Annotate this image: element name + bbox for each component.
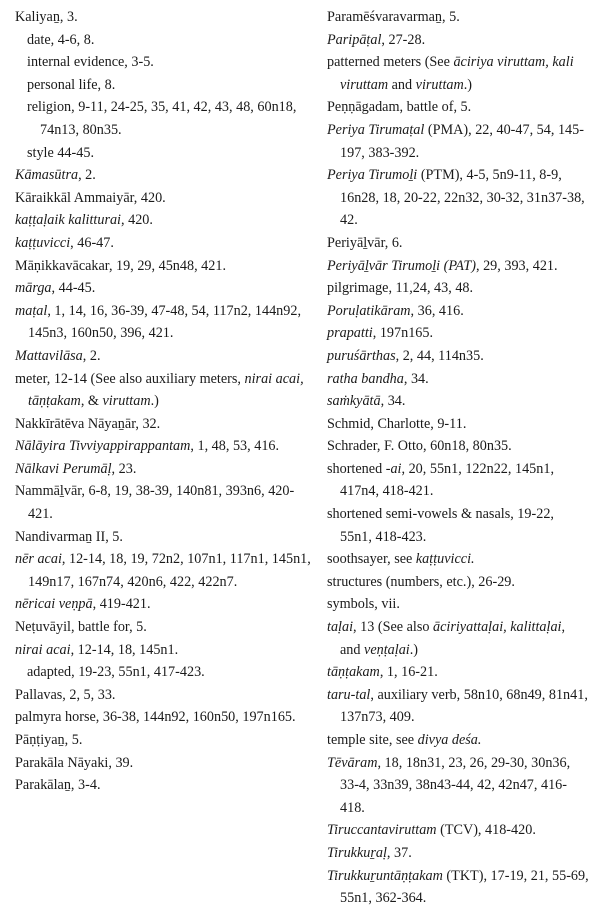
index-subentry	[15, 661, 315, 684]
index-entry	[327, 6, 589, 29]
index-entry	[327, 368, 589, 391]
index-subentry	[15, 29, 315, 52]
index-text: shortened semi-vowels & nasals, 19-22, 55n1, 418-423.	[327, 506, 554, 545]
index-text: Parakālaṉ, 3-4.	[15, 777, 101, 794]
index-text: , 34.	[403, 370, 429, 387]
index-entry	[15, 187, 315, 210]
index-entry	[327, 661, 589, 684]
index-italic-text: divya deśa.	[417, 732, 482, 748]
index-text: , 419-421.	[92, 596, 151, 613]
index-text: , 18, 18n31, 23, 26, 29-30, 30n36, 33-4, 33n39, 38n43-44, 42, 42n47, 416-418.	[340, 754, 571, 816]
index-entry	[327, 865, 589, 910]
index-entry	[327, 752, 589, 820]
index-entry	[15, 706, 315, 729]
index-text: Pallavas, 2, 5, 33.	[15, 686, 116, 703]
index-text: .)	[150, 393, 159, 410]
index-text: , and	[340, 619, 566, 658]
index-entry	[15, 480, 315, 525]
index-text: date, 4-6, 8.	[27, 31, 95, 48]
index-text: style 44-45.	[27, 144, 94, 161]
index-text: symbols, vii.	[327, 596, 400, 613]
index-text: , 27-28.	[381, 31, 426, 48]
index-text: patterned meters (See	[327, 54, 454, 71]
index-entry	[327, 842, 589, 865]
index-entry	[15, 526, 315, 549]
index-text: (PMA), 22, 40-47, 54, 145-197, 383-392.	[340, 121, 584, 161]
index-text: Paramēśvaravarmaṉ, 5.	[327, 9, 460, 25]
index-italic-text: āciriya viruttam, kali viruttam	[340, 54, 574, 93]
index-text: structures (numbers, etc.), 26-29.	[327, 573, 515, 590]
index-italic-text: Tiruccantaviruttam	[327, 822, 437, 839]
index-entry	[327, 390, 589, 413]
index-text: pilgrimage, 11,24, 43, 48.	[327, 280, 474, 297]
index-text: Nandivarmaṉ II, 5.	[15, 528, 123, 545]
index-text: religion, 9-11, 24-25, 35, 41, 42, 43, 48, 60n18, 74n13, 80n35.	[27, 99, 297, 138]
index-entry	[15, 435, 315, 458]
index-italic-text: Nālāyira Tivviyappirappantam	[15, 438, 191, 455]
index-text: , 20, 55n1, 122n22, 145n1, 417n4, 418-421.	[340, 460, 554, 500]
index-text: (PTM), 4-5, 5n9-11, 8-9, 16n28, 18, 20-22, 22n32, 30-32, 31n37-38, 42.	[340, 167, 585, 229]
index-text: , &	[80, 393, 103, 410]
index-text: , 2.	[78, 167, 96, 184]
index-entry	[327, 593, 589, 616]
index-entry	[15, 593, 315, 616]
index-italic-text: nēr acai	[15, 551, 62, 568]
index-text: , 12-14, 18, 145n1.	[70, 641, 179, 658]
index-italic-text: nirai acai, tāṇṭakam	[28, 370, 304, 410]
index-text: Kaliyaṉ, 3.	[15, 9, 78, 25]
index-italic-text: puruśārthas	[327, 347, 396, 364]
index-italic-text: kaṭṭuvicci.	[415, 551, 475, 568]
index-entry	[327, 300, 589, 323]
index-subentry	[15, 96, 315, 141]
index-italic-text: Periya Tirumoḻi	[327, 167, 418, 184]
index-entry	[327, 413, 589, 436]
index-entry	[15, 413, 315, 436]
index-italic-text: Mattavilāsa	[15, 347, 83, 364]
index-entry	[327, 548, 589, 571]
index-text: Schmid, Charlotte, 9-11.	[327, 415, 467, 432]
index-text: , 1, 48, 53, 416.	[190, 438, 280, 455]
index-text: temple site, see	[327, 732, 418, 748]
index-column-left	[15, 6, 315, 797]
index-text: , 29, 393, 421.	[475, 257, 558, 274]
index-entry	[327, 435, 589, 458]
index-italic-text: Nālkavi Perumāḷ	[15, 460, 112, 477]
index-text: , 2, 44, 114n35.	[395, 347, 484, 364]
index-entry	[15, 345, 315, 368]
index-entry	[327, 255, 589, 278]
index-entry	[15, 300, 315, 345]
index-text: , 13 (See also	[353, 619, 434, 636]
index-text: , 37.	[386, 844, 412, 861]
index-text: , 2.	[82, 347, 101, 364]
index-text: , 1, 16-21.	[379, 664, 438, 681]
index-italic-text: mārga	[15, 280, 52, 297]
index-column-right	[327, 6, 589, 910]
index-entry	[15, 752, 315, 775]
index-italic-text: ai	[390, 460, 402, 477]
index-text: Neṭuvāyil, battle for, 5.	[15, 619, 147, 636]
index-text: , 34.	[380, 393, 406, 410]
index-entry	[327, 29, 589, 52]
index-entry	[15, 616, 315, 639]
index-entry	[327, 119, 589, 164]
index-italic-text: maṭal	[15, 302, 48, 319]
index-text: , 197n165.	[372, 325, 434, 342]
index-text: personal life, 8.	[27, 76, 116, 93]
index-text: Kāraikkāl Ammaiyār, 420.	[15, 189, 166, 206]
index-text: , 12-14, 18, 19, 72n2, 107n1, 117n1, 145n1, 149n17, 167n74, 420n6, 422, 422n7.	[28, 551, 311, 590]
index-italic-text: nēricai veṇpā	[15, 596, 93, 613]
index-text: , auxiliary verb, 58n10, 68n49, 81n41, 137n73, 409.	[340, 686, 588, 726]
index-entry	[15, 548, 315, 593]
index-italic-text: viruttam	[415, 76, 464, 93]
index-entry	[15, 6, 315, 29]
index-text: (TCV), 418-420.	[436, 822, 536, 839]
index-text: Nammāḻvār, 6-8, 19, 38-39, 140n81, 393n6, 420-421.	[15, 483, 295, 523]
index-text: Schrader, F. Otto, 60n18, 80n35.	[327, 438, 512, 455]
index-text: , 23.	[111, 460, 137, 477]
index-entry	[327, 96, 589, 119]
index-text: , 36, 416.	[410, 302, 464, 319]
index-italic-text: Kāmasūtra	[15, 167, 79, 184]
index-italic-text: tāṇṭakam	[327, 664, 380, 681]
index-italic-text: Tirukkuṟaḷ	[327, 844, 387, 861]
index-text: , 420.	[121, 212, 153, 229]
index-italic-text: taḷai	[327, 619, 354, 636]
index-italic-text: kaṭṭaḷaik kalitturai	[15, 212, 121, 229]
index-entry	[327, 322, 589, 345]
index-italic-text: Tēvāram	[327, 754, 378, 771]
index-text: internal evidence, 3-5.	[27, 54, 154, 71]
index-subentry	[15, 74, 315, 97]
index-text: (TKT), 17-19, 21, 55-69, 55n1, 362-364.	[340, 867, 589, 907]
index-text: Periyāḻvār, 6.	[327, 234, 403, 251]
index-italic-text: āciriyattaḷai, kalittaḷai	[433, 619, 562, 636]
index-entry	[15, 774, 315, 797]
index-entry	[15, 255, 315, 278]
index-text: , 1, 14, 16, 36-39, 47-48, 54, 117n2, 144n92, 145n3, 160n50, 396, 421.	[28, 302, 301, 342]
index-entry	[15, 232, 315, 255]
index-entry	[327, 458, 589, 503]
index-italic-text: Poruḷatikāram	[327, 302, 411, 319]
index-entry	[15, 684, 315, 707]
index-text: , 46-47.	[70, 234, 114, 251]
index-entry	[327, 616, 589, 661]
index-text: , 44-45.	[51, 280, 96, 297]
index-entry	[327, 164, 589, 232]
index-entry	[15, 458, 315, 481]
index-text: .)	[463, 76, 473, 93]
index-entry	[327, 571, 589, 594]
index-text: Nakkīrātēva Nāyaṉār, 32.	[15, 415, 161, 432]
index-entry	[327, 819, 589, 842]
index-italic-text: Periya Tirumaṭal	[327, 121, 425, 138]
index-text: Parakāla Nāyaki, 39.	[15, 754, 134, 771]
index-italic-text: veṇṭaḷai	[364, 641, 410, 658]
index-entry	[327, 232, 589, 255]
index-entry	[15, 277, 315, 300]
index-entry	[15, 639, 315, 662]
index-entry	[327, 503, 589, 548]
index-entry	[327, 51, 589, 96]
index-text: meter, 12-14 (See also auxiliary meters,	[15, 370, 245, 387]
index-entry	[327, 277, 589, 300]
index-subentry	[15, 51, 315, 74]
index-entry	[15, 164, 315, 187]
index-text: Peṇṇāgadam, battle of, 5.	[327, 99, 472, 116]
index-entry	[327, 729, 589, 752]
index-italic-text: taru-tal	[327, 686, 371, 703]
index-text: adapted, 19-23, 55n1, 417-423.	[27, 664, 205, 681]
index-italic-text: prapatti	[327, 325, 373, 342]
index-text: shortened -	[327, 460, 391, 477]
index-text: and	[388, 76, 416, 93]
index-text: Māṇikkavācakar, 19, 29, 45n48, 421.	[15, 257, 227, 274]
index-italic-text: Periyāḻvār Tirumoḻi (PAT)	[327, 257, 476, 274]
index-entry	[15, 209, 315, 232]
index-italic-text: viruttam	[102, 393, 151, 410]
index-entry	[327, 684, 589, 729]
index-entry	[327, 345, 589, 368]
index-italic-text: ratha bandha	[327, 370, 404, 387]
index-entry	[15, 368, 315, 413]
index-text: palmyra horse, 36-38, 144n92, 160n50, 197n165.	[15, 709, 296, 726]
index-subentry	[15, 142, 315, 165]
index-text: .)	[409, 641, 419, 658]
index-text: Pāṇṭiyaṉ, 5.	[15, 732, 83, 748]
index-italic-text: Tirukkuṟuntāṇṭakam	[327, 867, 443, 884]
index-italic-text: saṁkyātā	[327, 393, 381, 410]
index-italic-text: nirai acai	[15, 641, 71, 658]
index-entry	[15, 729, 315, 752]
index-italic-text: kaṭṭuvicci	[15, 234, 71, 251]
index-italic-text: Paripāṭal	[327, 31, 382, 48]
index-text: soothsayer, see	[327, 551, 416, 568]
